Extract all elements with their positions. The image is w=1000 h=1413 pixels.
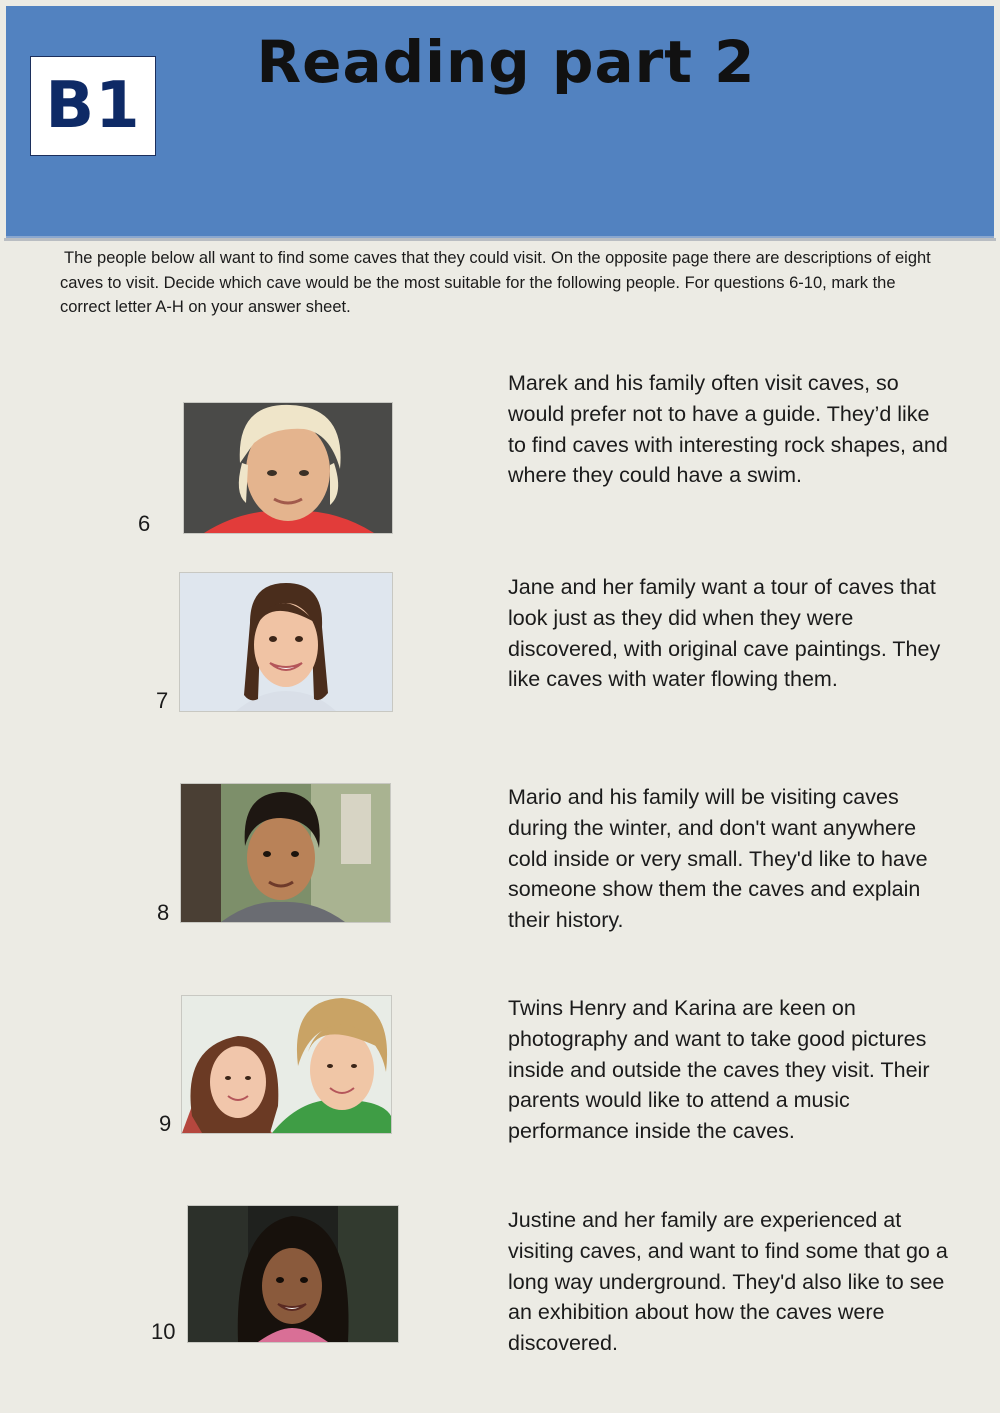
question-number-10: 10 [151,1319,176,1344]
description-9: Twins Henry and Karina are keen on photography and want to take good pictures inside and outside the caves they visit. Their parents would like to attend a music performance inside the caves. [508,996,930,1144]
description-6: Marek and his family often visit caves, so would prefer not to have a guide. They’d like to find caves with interesting rock shapes, and where they could have a swim. [508,371,948,488]
photo-boy-dark-hair [181,784,390,922]
question-number-7: 7 [156,688,169,713]
description-10: Justine and her family are experienced at visiting caves, and want to find some that go a long way underground. They'd also like to see an exhibition about how the caves were discovered. [508,1208,948,1356]
description-7: Jane and her family want a tour of caves that look just as they did when they were discovered, with original cave paintings. They like caves with water flowing them. [508,575,941,692]
description-8: Mario and his family will be visiting caves during the winter, and don't want anywhere cold inside or very small. They'd like to have someone show them the caves and explain their history. [508,785,928,933]
page-title: Reading part 2 [256,28,756,96]
question-number-6: 6 [138,511,151,536]
level-badge [30,56,156,156]
photo-twins [182,996,391,1133]
question-number-9: 9 [159,1111,172,1136]
question-number-8: 8 [157,900,170,925]
level-label: B1 [45,69,141,143]
header-banner [6,6,994,239]
header-divider [4,238,996,241]
photo-boy-blond-red-shirt [184,403,392,533]
instructions-text: The people below all want to find some caves that they could visit. On the opposite page there are descriptions of eight caves to visit. Decide which cave would be the most suitable for the following people. For questions 6-10, mark the correct letter A-H on your answer sheet. [60,249,931,316]
photo-girl-curly-hair [188,1206,398,1342]
photo-girl-pigtails [180,573,392,711]
